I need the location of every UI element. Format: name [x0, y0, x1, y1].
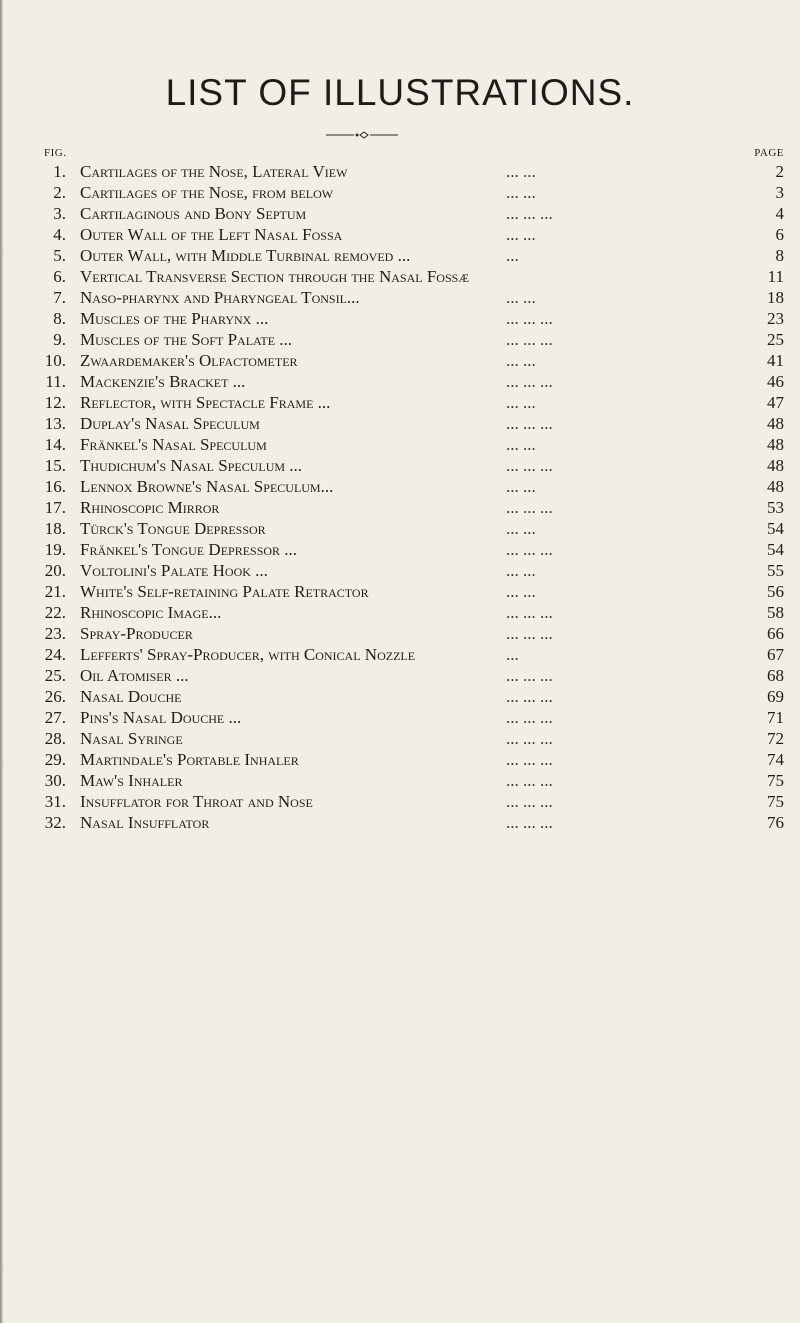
illustration-title: Naso-pharynx and Pharyngeal Tonsil... — [80, 288, 360, 307]
figure-number: 13. — [44, 414, 66, 433]
illustration-title: Rhinoscopic Image... — [80, 603, 222, 622]
illustration-title: Nasal Douche — [80, 687, 182, 706]
page-number: 66 — [767, 624, 784, 643]
illustration-title: Outer Wall, with Middle Turbinal removed ... — [80, 246, 411, 265]
illustration-title: Vertical Transverse Section through the Nasal Fossæ — [80, 267, 469, 286]
illustration-title: Insufflator for Throat and Nose — [80, 792, 313, 811]
leader-dots: ... ... ... — [506, 792, 553, 811]
leader-dots: ... ... ... — [506, 603, 553, 622]
figure-number: 26. — [44, 687, 66, 706]
page-number: 53 — [767, 498, 784, 517]
page-number: 48 — [767, 414, 784, 433]
list-item — [36, 161, 784, 182]
figure-number: 21. — [44, 582, 66, 601]
page-number: 48 — [767, 456, 784, 475]
leader-dots: ... ... — [506, 288, 536, 307]
figure-number: 27. — [44, 708, 66, 727]
figure-number: 24. — [44, 645, 66, 664]
figure-number: 9. — [53, 330, 66, 349]
page-number: 71 — [767, 708, 784, 727]
leader-dots: ... ... — [506, 561, 536, 580]
figure-number: 11. — [45, 372, 66, 391]
page-number: 2 — [775, 162, 784, 181]
page-column-header: PAGE — [754, 147, 784, 159]
figure-number: 20. — [44, 561, 66, 580]
figure-number: 3. — [53, 204, 66, 223]
list-item — [36, 791, 784, 812]
list-item — [36, 245, 784, 266]
illustration-title: Outer Wall of the Left Nasal Fossa — [80, 225, 343, 244]
illustration-title: Muscles of the Soft Palate ... — [80, 330, 293, 349]
figure-number: 4. — [53, 225, 66, 244]
illustration-title: Maw's Inhaler — [80, 771, 183, 790]
page-number: 18 — [767, 288, 784, 307]
list-item — [36, 203, 784, 224]
illustration-title: Lennox Browne's Nasal Speculum... — [80, 477, 334, 496]
leader-dots: ... ... — [506, 225, 536, 244]
figure-number: 5. — [53, 246, 66, 265]
page-number: 41 — [767, 351, 784, 370]
list-item — [36, 287, 784, 308]
leader-dots: ... ... ... — [506, 729, 553, 748]
illustration-title: Thudichum's Nasal Speculum ... — [80, 456, 303, 475]
page-number: 67 — [767, 645, 784, 664]
figure-number: 17. — [44, 498, 66, 517]
figure-number: 19. — [44, 540, 66, 559]
figure-number: 22. — [44, 603, 66, 622]
illustration-title: Martindale's Portable Inhaler — [80, 750, 299, 769]
list-item — [36, 812, 784, 833]
figure-number: 14. — [44, 435, 66, 454]
figure-number: 8. — [53, 309, 66, 328]
figure-number: 30. — [44, 771, 66, 790]
list-item — [36, 455, 784, 476]
list-item — [36, 539, 784, 560]
illustration-title: Cartilages of the Nose, Lateral View — [80, 162, 348, 181]
page-number: 46 — [767, 372, 784, 391]
page-number: 48 — [767, 435, 784, 454]
leader-dots: ... — [506, 246, 519, 265]
page-number: 72 — [767, 729, 784, 748]
column-headers — [44, 147, 784, 161]
fig-column-header: FIG. — [44, 147, 67, 159]
list-item — [36, 224, 784, 245]
list-item — [36, 497, 784, 518]
list-item — [36, 644, 784, 665]
leader-dots: ... ... ... — [506, 771, 553, 790]
illustration-title: Spray-Producer — [80, 624, 193, 643]
leader-dots: ... ... — [506, 183, 536, 202]
illustration-title: Mackenzie's Bracket ... — [80, 372, 246, 391]
list-item — [36, 434, 784, 455]
leader-dots: ... ... — [506, 519, 536, 538]
illustration-title: Fränkel's Nasal Speculum — [80, 435, 267, 454]
illustration-title: Nasal Insufflator — [80, 813, 210, 832]
leader-dots: ... ... — [506, 162, 536, 181]
leader-dots: ... ... ... — [506, 372, 553, 391]
figure-number: 31. — [44, 792, 66, 811]
page-number: 74 — [767, 750, 784, 769]
page-number: 55 — [767, 561, 784, 580]
page-number: 54 — [767, 519, 784, 538]
list-item — [36, 518, 784, 539]
page-number: 4 — [775, 204, 784, 223]
page-number: 6 — [775, 225, 784, 244]
figure-number: 6. — [53, 267, 66, 286]
leader-dots: ... ... — [506, 477, 536, 496]
illustration-title: Cartilages of the Nose, from below — [80, 183, 334, 202]
figure-number: 7. — [53, 288, 66, 307]
page-number: 11 — [767, 267, 784, 286]
list-item — [36, 350, 784, 371]
figure-number: 1. — [53, 162, 66, 181]
leader-dots: ... ... ... — [506, 330, 553, 349]
illustration-title: White's Self-retaining Palate Retractor — [80, 582, 369, 601]
leader-dots: ... ... ... — [506, 813, 553, 832]
page-title: LIST OF ILLUSTRATIONS. — [165, 72, 635, 113]
figure-number: 18. — [44, 519, 66, 538]
page-number: 23 — [767, 309, 784, 328]
list-item — [36, 329, 784, 350]
leader-dots: ... ... ... — [506, 708, 553, 727]
leader-dots: ... ... — [506, 435, 536, 454]
list-item — [36, 581, 784, 602]
list-item — [36, 749, 784, 770]
page-number: 25 — [767, 330, 784, 349]
list-item — [36, 308, 784, 329]
figure-number: 29. — [44, 750, 66, 769]
leader-dots: ... ... ... — [506, 456, 553, 475]
page-number: 56 — [767, 582, 784, 601]
list-item — [36, 665, 784, 686]
figure-number: 16. — [44, 477, 66, 496]
page-number: 75 — [767, 792, 784, 811]
page-number: 48 — [767, 477, 784, 496]
list-item — [36, 728, 784, 749]
illustration-title: Muscles of the Pharynx ... — [80, 309, 269, 328]
illustration-title: Duplay's Nasal Speculum — [80, 414, 260, 433]
leader-dots: ... ... ... — [506, 204, 553, 223]
leader-dots: ... ... ... — [506, 414, 553, 433]
list-item — [36, 686, 784, 707]
divider-ornament — [326, 130, 398, 140]
page-number: 69 — [767, 687, 784, 706]
illustration-title: Lefferts' Spray-Producer, with Conical Nozzle — [80, 645, 416, 664]
list-item — [36, 707, 784, 728]
page-number: 76 — [767, 813, 784, 832]
illustration-title: Fränkel's Tongue Depressor ... — [80, 540, 298, 559]
figure-number: 28. — [44, 729, 66, 748]
leader-dots: ... ... ... — [506, 624, 553, 643]
illustration-title: Zwaardemaker's Olfactometer — [80, 351, 298, 370]
figure-number: 2. — [53, 183, 66, 202]
illustration-title: Cartilaginous and Bony Septum — [80, 204, 307, 223]
list-item — [36, 392, 784, 413]
leader-dots: ... ... ... — [506, 666, 553, 685]
list-item — [36, 602, 784, 623]
leader-dots: ... ... — [506, 582, 536, 601]
illustration-title: Türck's Tongue Depressor — [80, 519, 266, 538]
figure-number: 12. — [44, 393, 66, 412]
illustration-title: Pins's Nasal Douche ... — [80, 708, 242, 727]
list-item — [36, 182, 784, 203]
page-number: 47 — [767, 393, 784, 412]
figure-number: 32. — [44, 813, 66, 832]
page-number: 54 — [767, 540, 784, 559]
list-item — [36, 770, 784, 791]
page-edge — [0, 0, 3, 1323]
illustration-title: Nasal Syringe — [80, 729, 183, 748]
illustration-title: Rhinoscopic Mirror — [80, 498, 220, 517]
leader-dots: ... ... — [506, 393, 536, 412]
figure-number: 10. — [44, 351, 66, 370]
figure-number: 23. — [44, 624, 66, 643]
leader-dots: ... ... ... — [506, 540, 553, 559]
leader-dots: ... ... ... — [506, 309, 553, 328]
list-item — [36, 623, 784, 644]
page-number: 75 — [767, 771, 784, 790]
leader-dots: ... ... ... — [506, 750, 553, 769]
list-item — [36, 266, 784, 287]
list-item — [36, 476, 784, 497]
illustration-title: Voltolini's Palate Hook ... — [80, 561, 268, 580]
page-number: 68 — [767, 666, 784, 685]
leader-dots: ... — [506, 645, 519, 664]
illustrations-list — [36, 161, 784, 833]
page-number: 8 — [775, 246, 784, 265]
leader-dots: ... ... — [506, 351, 536, 370]
illustration-title: Reflector, with Spectacle Frame ... — [80, 393, 331, 412]
list-item — [36, 413, 784, 434]
leader-dots: ... ... ... — [506, 498, 553, 517]
list-item — [36, 560, 784, 581]
leader-dots: ... ... ... — [506, 687, 553, 706]
page-number: 58 — [767, 603, 784, 622]
figure-number: 25. — [44, 666, 66, 685]
illustration-title: Oil Atomiser ... — [80, 666, 189, 685]
figure-number: 15. — [44, 456, 66, 475]
page-number: 3 — [775, 183, 784, 202]
list-item — [36, 371, 784, 392]
